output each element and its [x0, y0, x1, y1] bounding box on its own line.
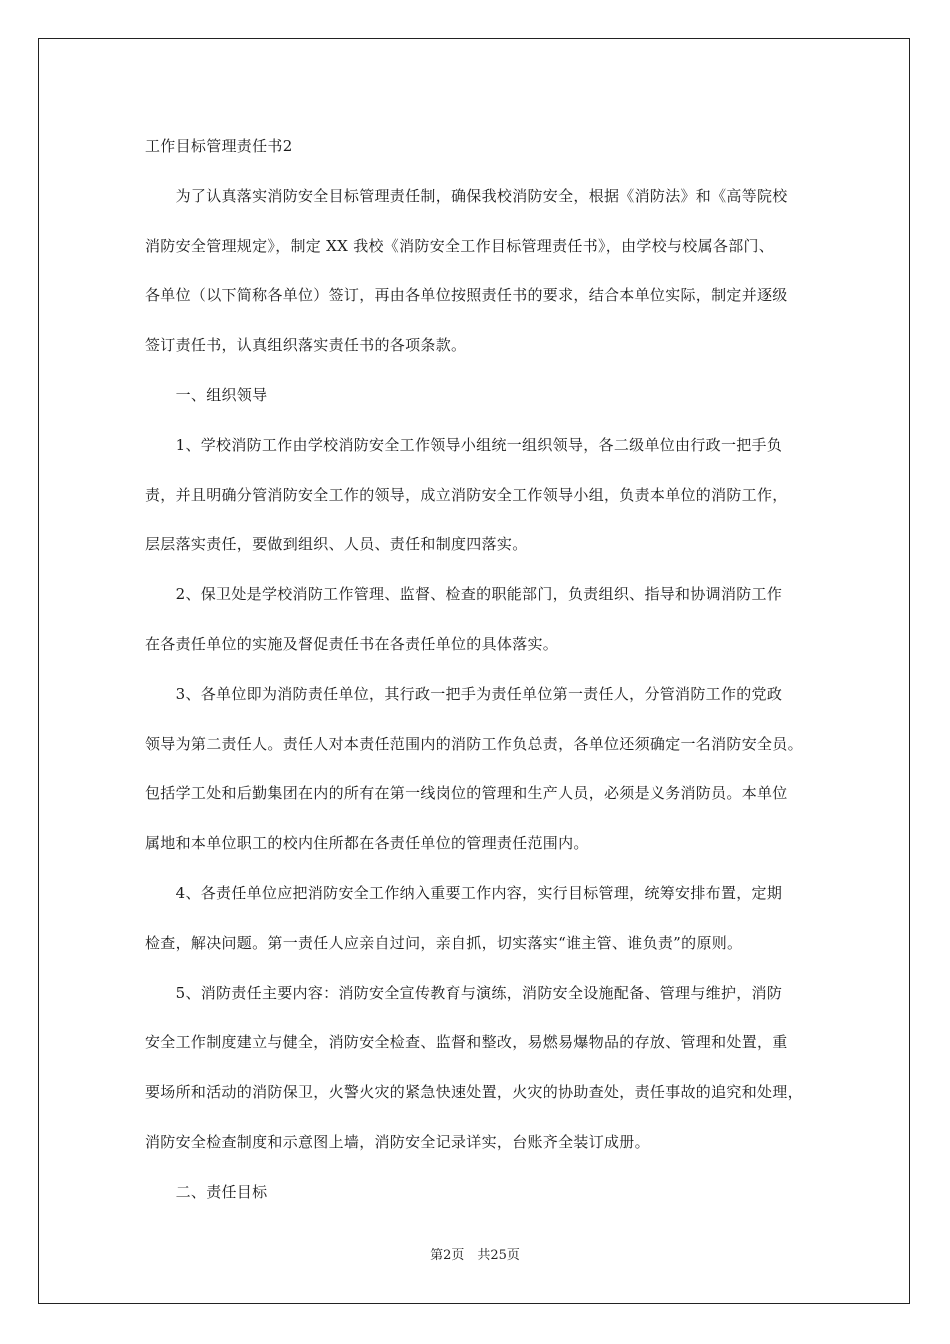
paragraph-line: 为了认真落实消防安全目标管理责任制，确保我校消防安全，根据《消防法》和《高等院校 [145, 186, 788, 205]
paragraph-line: 包括学工处和后勤集团在内的所有在第一线岗位的管理和生产人员，必须是义务消防员。本单位 [145, 784, 788, 803]
paragraph-line: 3、各单位即为消防责任单位，其行政一把手为责任单位第一责任人，分管消防工作的党政 [145, 684, 783, 703]
paragraph-line: 5、消防责任主要内容：消防安全宣传教育与演练，消防安全设施配备、管理与维护，消防 [145, 983, 783, 1002]
page-number: 第2页 共25页 [430, 1248, 520, 1263]
section-heading: 一、组织领导 [145, 385, 268, 404]
paragraph-line: 检查，解决问题。第一责任人应亲自过问，亲自抓，切实落实“谁主管、谁负责”的原则。 [145, 933, 743, 952]
paragraph-line: 4、各责任单位应把消防安全工作纳入重要工作内容，实行目标管理，统筹安排布置，定期 [145, 883, 783, 902]
paragraph-line: 层层落实责任，要做到组织、人员、责任和制度四落实。 [145, 535, 528, 554]
paragraph-line: 2、保卫处是学校消防工作管理、监督、检查的职能部门，负责组织、指导和协调消防工作 [145, 585, 783, 604]
paragraph-line: 在各责任单位的实施及督促责任书在各责任单位的具体落实。 [145, 634, 559, 653]
paragraph-line: 属地和本单位职工的校内住所都在各责任单位的管理责任范围内。 [145, 834, 589, 853]
section-heading: 二、责任目标 [145, 1182, 268, 1201]
paragraph-line: 要场所和活动的消防保卫，火警火灾的紧急快速处置，火灾的协助查处，责任事故的追究和处理， [145, 1083, 803, 1102]
paragraph-line: 签订责任书，认真组织落实责任书的各项条款。 [145, 336, 467, 355]
document-body [145, 122, 810, 1218]
paragraph-line: 领导为第二责任人。责任人对本责任范围内的消防工作负总责，各单位还须确定一名消防安全员。 [145, 734, 803, 753]
paragraph-line: 消防安全检查制度和示意图上墙，消防安全记录详实，台账齐全装订成册。 [145, 1132, 650, 1151]
paragraph-line: 1、学校消防工作由学校消防安全工作领导小组统一组织领导，各二级单位由行政一把手负 [145, 435, 783, 454]
paragraph-line: 安全工作制度建立与健全，消防安全检查、监督和整改，易燃易爆物品的存放、管理和处置，重 [145, 1033, 788, 1052]
paragraph-line: 各单位（以下简称各单位）签订，再由各单位按照责任书的要求，结合本单位实际，制定并逐级 [145, 286, 788, 305]
document-title: 工作目标管理责任书2 [145, 137, 293, 155]
paragraph-line: 消防安全管理规定》，制定 XX 我校《消防安全工作目标管理责任书》，由学校与校属各部门、 [145, 236, 775, 255]
paragraph-line: 责，并且明确分管消防安全工作的领导，成立消防安全工作领导小组，负责本单位的消防工作， [145, 485, 788, 504]
